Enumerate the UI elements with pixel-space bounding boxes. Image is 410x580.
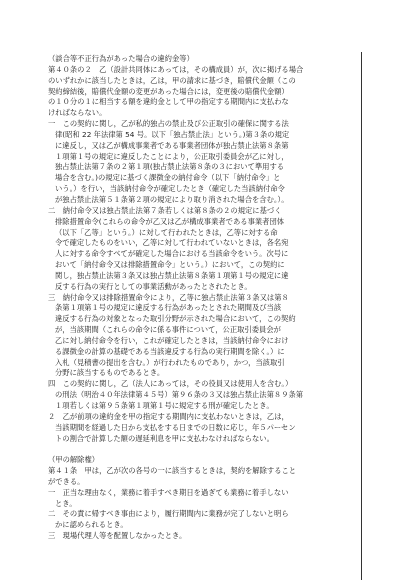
text-line: １項第１号の規定に違反したことにより，公正取引委員会が乙に対し， (55, 151, 289, 161)
text-line: に違反し，又は乙が構成事業者である事業者団体が独占禁止法第８条第 (55, 140, 289, 150)
text-line: 三 納付命令又は排除措置命令により，乙等に独占禁止法第３条又は第８ (48, 292, 289, 302)
text-line: のいずれかに該当したときは，乙は，甲の請求に基づき，賠償代金額（この (48, 75, 296, 85)
article-40-heading: （談合等不正行為があった場合の違約金等） (48, 54, 194, 63)
text-line: 排除措置命令(これらの命令が乙又は乙が構成事業者である事業者団体 (55, 216, 285, 226)
text-line: 律(昭和 22 年法律第 54 号。以下「独占禁止法」という。)第３条の規定 (55, 129, 290, 139)
text-line: 当該期間を経過した日から支払をする日までの日数に応じ，年５パーセン (55, 422, 296, 432)
text-line: （以下「乙等」という。）に対して行われたときは，乙等に対する命 (55, 227, 278, 237)
text-line: 二 その責に帰すべき事由により，履行期間内に業務が完了しないと明ら (48, 509, 289, 519)
text-line: 四 この契約に関し，乙（法人にあっては，その役員又は使用人を含む。） (48, 379, 293, 389)
text-line: 乙に対し納付命令を行い，これが確定したときは，当該納付命令におけ (55, 335, 289, 345)
text-line: 場合を含む。)の規定に基づく課徴金の納付命令（以下「納付命令」と (55, 173, 281, 183)
text-line: 第４１条 甲は，乙が次の各号の一に該当するときは，契約を解除すること (48, 466, 297, 476)
text-line: ２ 乙が前項の違約金を甲の指定する期間内に支払わないときは，乙は， (48, 411, 289, 421)
text-line: かに認められるとき。 (55, 520, 128, 530)
text-line: 反する行為の実行としての事業活動があったとされたとき。 (55, 281, 252, 291)
document-body (48, 54, 358, 542)
text-line: いう。）を行い，当該納付命令が確定したとき（確定した当該納付命令 (55, 184, 285, 194)
text-line: とき。 (55, 498, 77, 508)
text-line: 第４０条の２ 乙（設計共同体にあっては，その構成員）が，次に掲げる場合 (48, 64, 304, 74)
text-line: 令で確定したものをいい，乙等に対して行われていないときは，各名宛 (55, 238, 289, 248)
text-line: 独占禁止法第７条の２第１項(独占禁止法第８条の３において準用する (55, 162, 285, 172)
text-line: 入札（見積書の提出を含む。）が行われたものであり，かつ，当該取引 (55, 357, 285, 367)
text-line: 二 納付命令又は独占禁止法第７条若しくは第８条の２の規定に基づく (48, 205, 282, 215)
text-line: 三 現場代理人等を配置しなかったとき。 (48, 531, 187, 541)
article-40-body (48, 65, 358, 445)
text-line: 一 正当な理由なく，業務に着手すべき期日を過ぎても業務に着手しない (48, 487, 289, 497)
text-line: 関し，独占禁止法第３条又は独占禁止法第８条第１項第１号の規定に違 (55, 270, 289, 280)
text-line: が独占禁止法第５１条第２項の規定により取り消された場合を含む。）。 (55, 194, 289, 204)
text-line: る課徴金の計算の基礎である当該違反する行為の実行期間を除く。）に (55, 346, 285, 356)
text-line: ければならない。 (48, 108, 107, 118)
article-41-heading: （甲の解除権） (48, 455, 100, 465)
text-line: おいて「納付命令又は排除措置命令」という。）において，この契約に (55, 260, 285, 270)
text-line: ができる。 (48, 476, 85, 486)
right-margin-rule (361, 52, 362, 580)
section-gap (48, 444, 358, 455)
text-line: の刑法（明治４０年法律第４５号）第９６条の３又は独占禁止法第８９条第 (55, 390, 304, 400)
text-line: 一 この契約に関し，乙が私的独占の禁止及び公正取引の確保に関する法 (48, 119, 289, 129)
text-line: 条第１項第１号の規定に違反する行為があったとされた期間及び当該 (55, 303, 282, 313)
text-line: 人に対する命令すべてが確定した場合における当該命令をいう。次号に (55, 249, 289, 259)
text-line: の１０分の１に相当する額を違約金として甲の指定する期間内に支払わな (48, 97, 289, 107)
text-line: 契約締結後，賠償代金額の変更があった場合には，変更後の賠償代金額） (48, 86, 289, 96)
text-line: 違反する行為の対象となった取引分野が示された場合において，この契約 (55, 314, 296, 324)
article-41-body (48, 466, 358, 542)
text-line: が，当該期間（これらの命令に係る事件について，公正取引委員会が (55, 325, 281, 335)
text-line: １項若しくは第９５条第１項第１号に規定する刑が確定したとき。 (55, 401, 274, 410)
text-line: トの割合で計算した額の遅延利息を甲に支払わなければならない。 (55, 433, 274, 443)
text-line: 分野に該当するものであるとき。 (55, 368, 165, 378)
